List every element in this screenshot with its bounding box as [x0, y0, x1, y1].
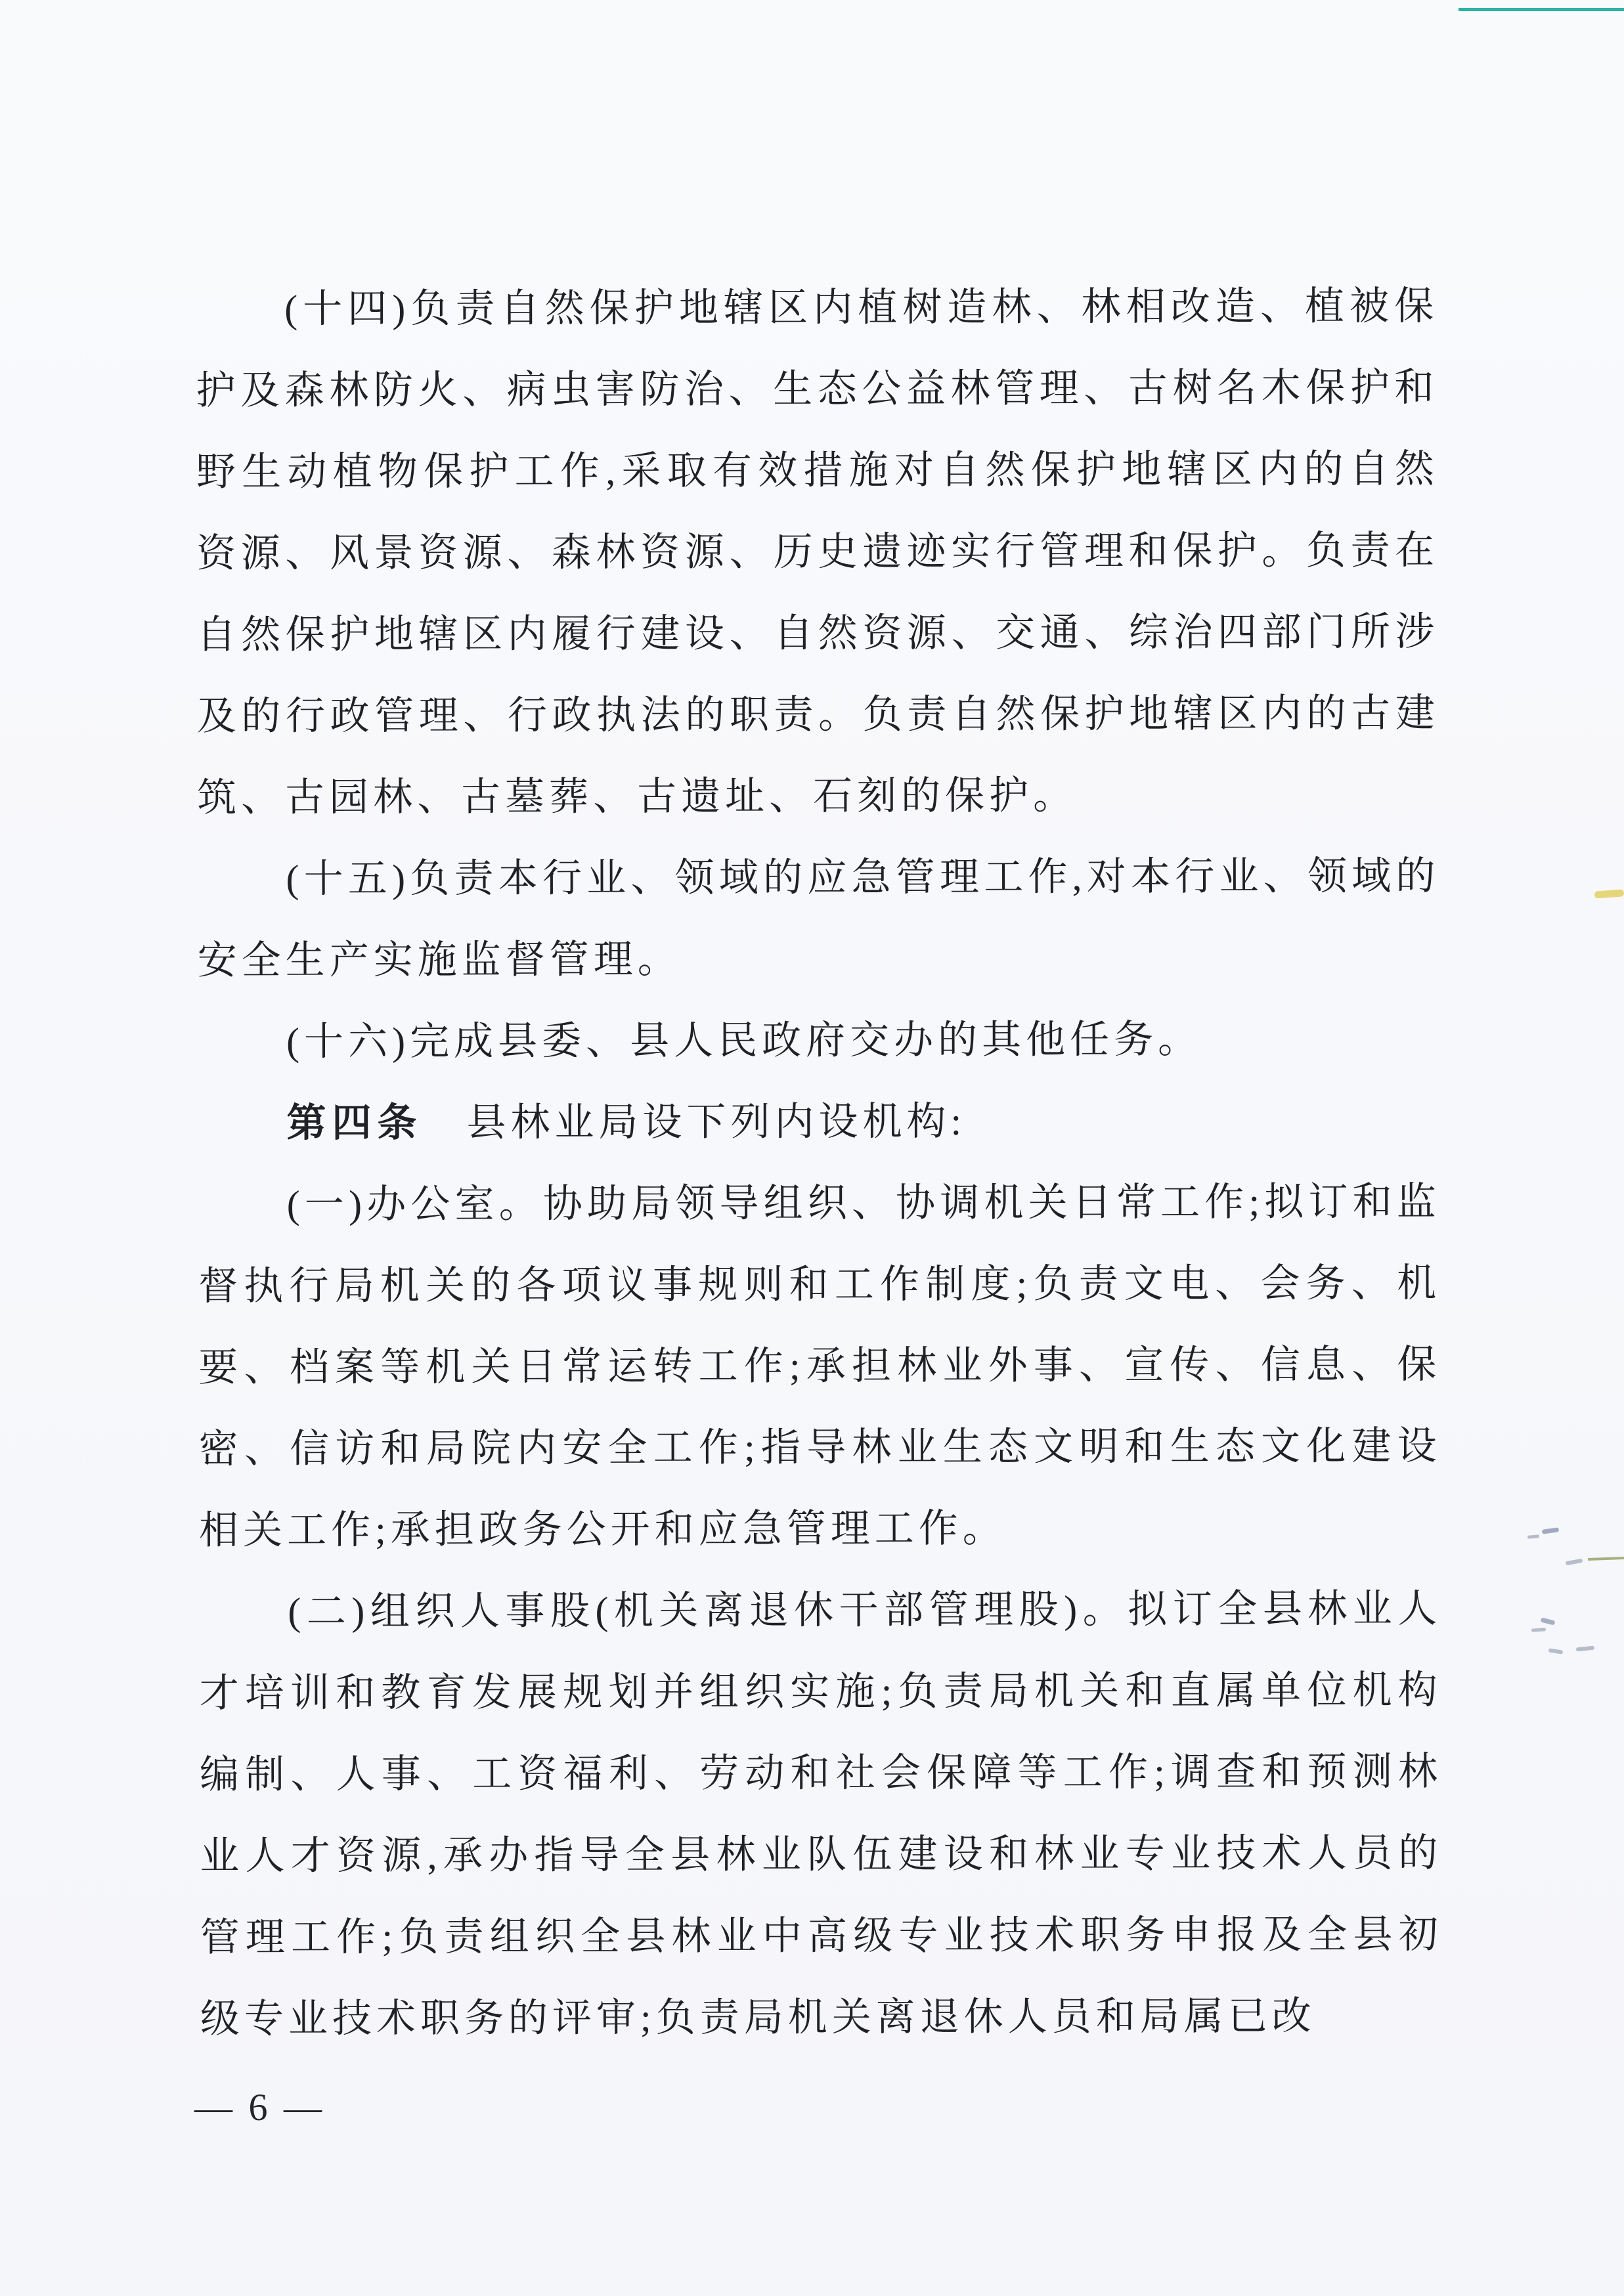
paragraph-item-14: (十四)负责自然保护地辖区内植树造林、林相改造、植被保护及森林防火、病虫害防治、生态公益林管理、古树名木保护和野生动植物保护工作,采取有效措施对自然保护地辖区内的自然资源、风景资源、森林资源、历史遗迹实行管理和保护。负责在自然保护地辖区内履行建设、自然资源、交通、综治四部门所涉及的行政管理、行政执法的职责。负责自然保护地辖区内的古建筑、古园林、古墓葬、古遗址、石刻的保护。 [196, 284, 1439, 819]
article-4-heading: 第四条 [286, 1100, 423, 1145]
scan-artifact-yellow-streak [1594, 889, 1624, 898]
paragraph-item-16: (十六)完成县委、县人民政府交办的其他任务。 [286, 1017, 1202, 1064]
scan-artifact-teal-line [1459, 8, 1624, 11]
pen-mark [1531, 1628, 1546, 1632]
pen-mark [1527, 1534, 1539, 1539]
pen-mark [1548, 1648, 1564, 1654]
article-4-text: 县林业局设下列内设机构: [422, 1099, 967, 1145]
paragraph-section-2-personnel: (二)组织人事股(机关离退休干部管理股)。拟订全县林业人才培训和教育发展规划并组织实施;负责局机关和直属单位机构编制、人事、工资福利、劳动和社会保障等工作;调查和预测林业人才资源,承办指导全县林业队伍建设和林业专业技术人员的管理工作;负责组织全县林业中高级专业技术职务申报及全县初级专业技术职务的评审;负责局机关离退休人员和局属已改 [199, 1587, 1443, 2041]
pen-mark [1566, 1559, 1583, 1565]
pen-mark [1542, 1527, 1560, 1534]
pen-mark [1540, 1617, 1555, 1625]
paragraph-section-1-office: (一)办公室。协助局领导组织、协调机关日常工作;拟订和监督执行局机关的各项议事规则和工作制度;负责文电、会务、机要、档案等机关日常运转工作;承担林业外事、宣传、信息、保密、信访和局院内安全工作;指导林业生态文明和生态文化建设相关工作;承担政务公开和应急管理工作。 [198, 1180, 1441, 1552]
pen-mark [1576, 1646, 1594, 1652]
document-body [196, 265, 1443, 2060]
paragraph-item-15: (十五)负责本行业、领域的应急管理工作,对本行业、领域的安全生产实施监督管理。 [197, 854, 1440, 982]
scan-artifact-green-streak [1588, 1557, 1624, 1561]
paragraph-article-4 [198, 1079, 1440, 1164]
page-number: — 6 — [194, 2086, 325, 2129]
